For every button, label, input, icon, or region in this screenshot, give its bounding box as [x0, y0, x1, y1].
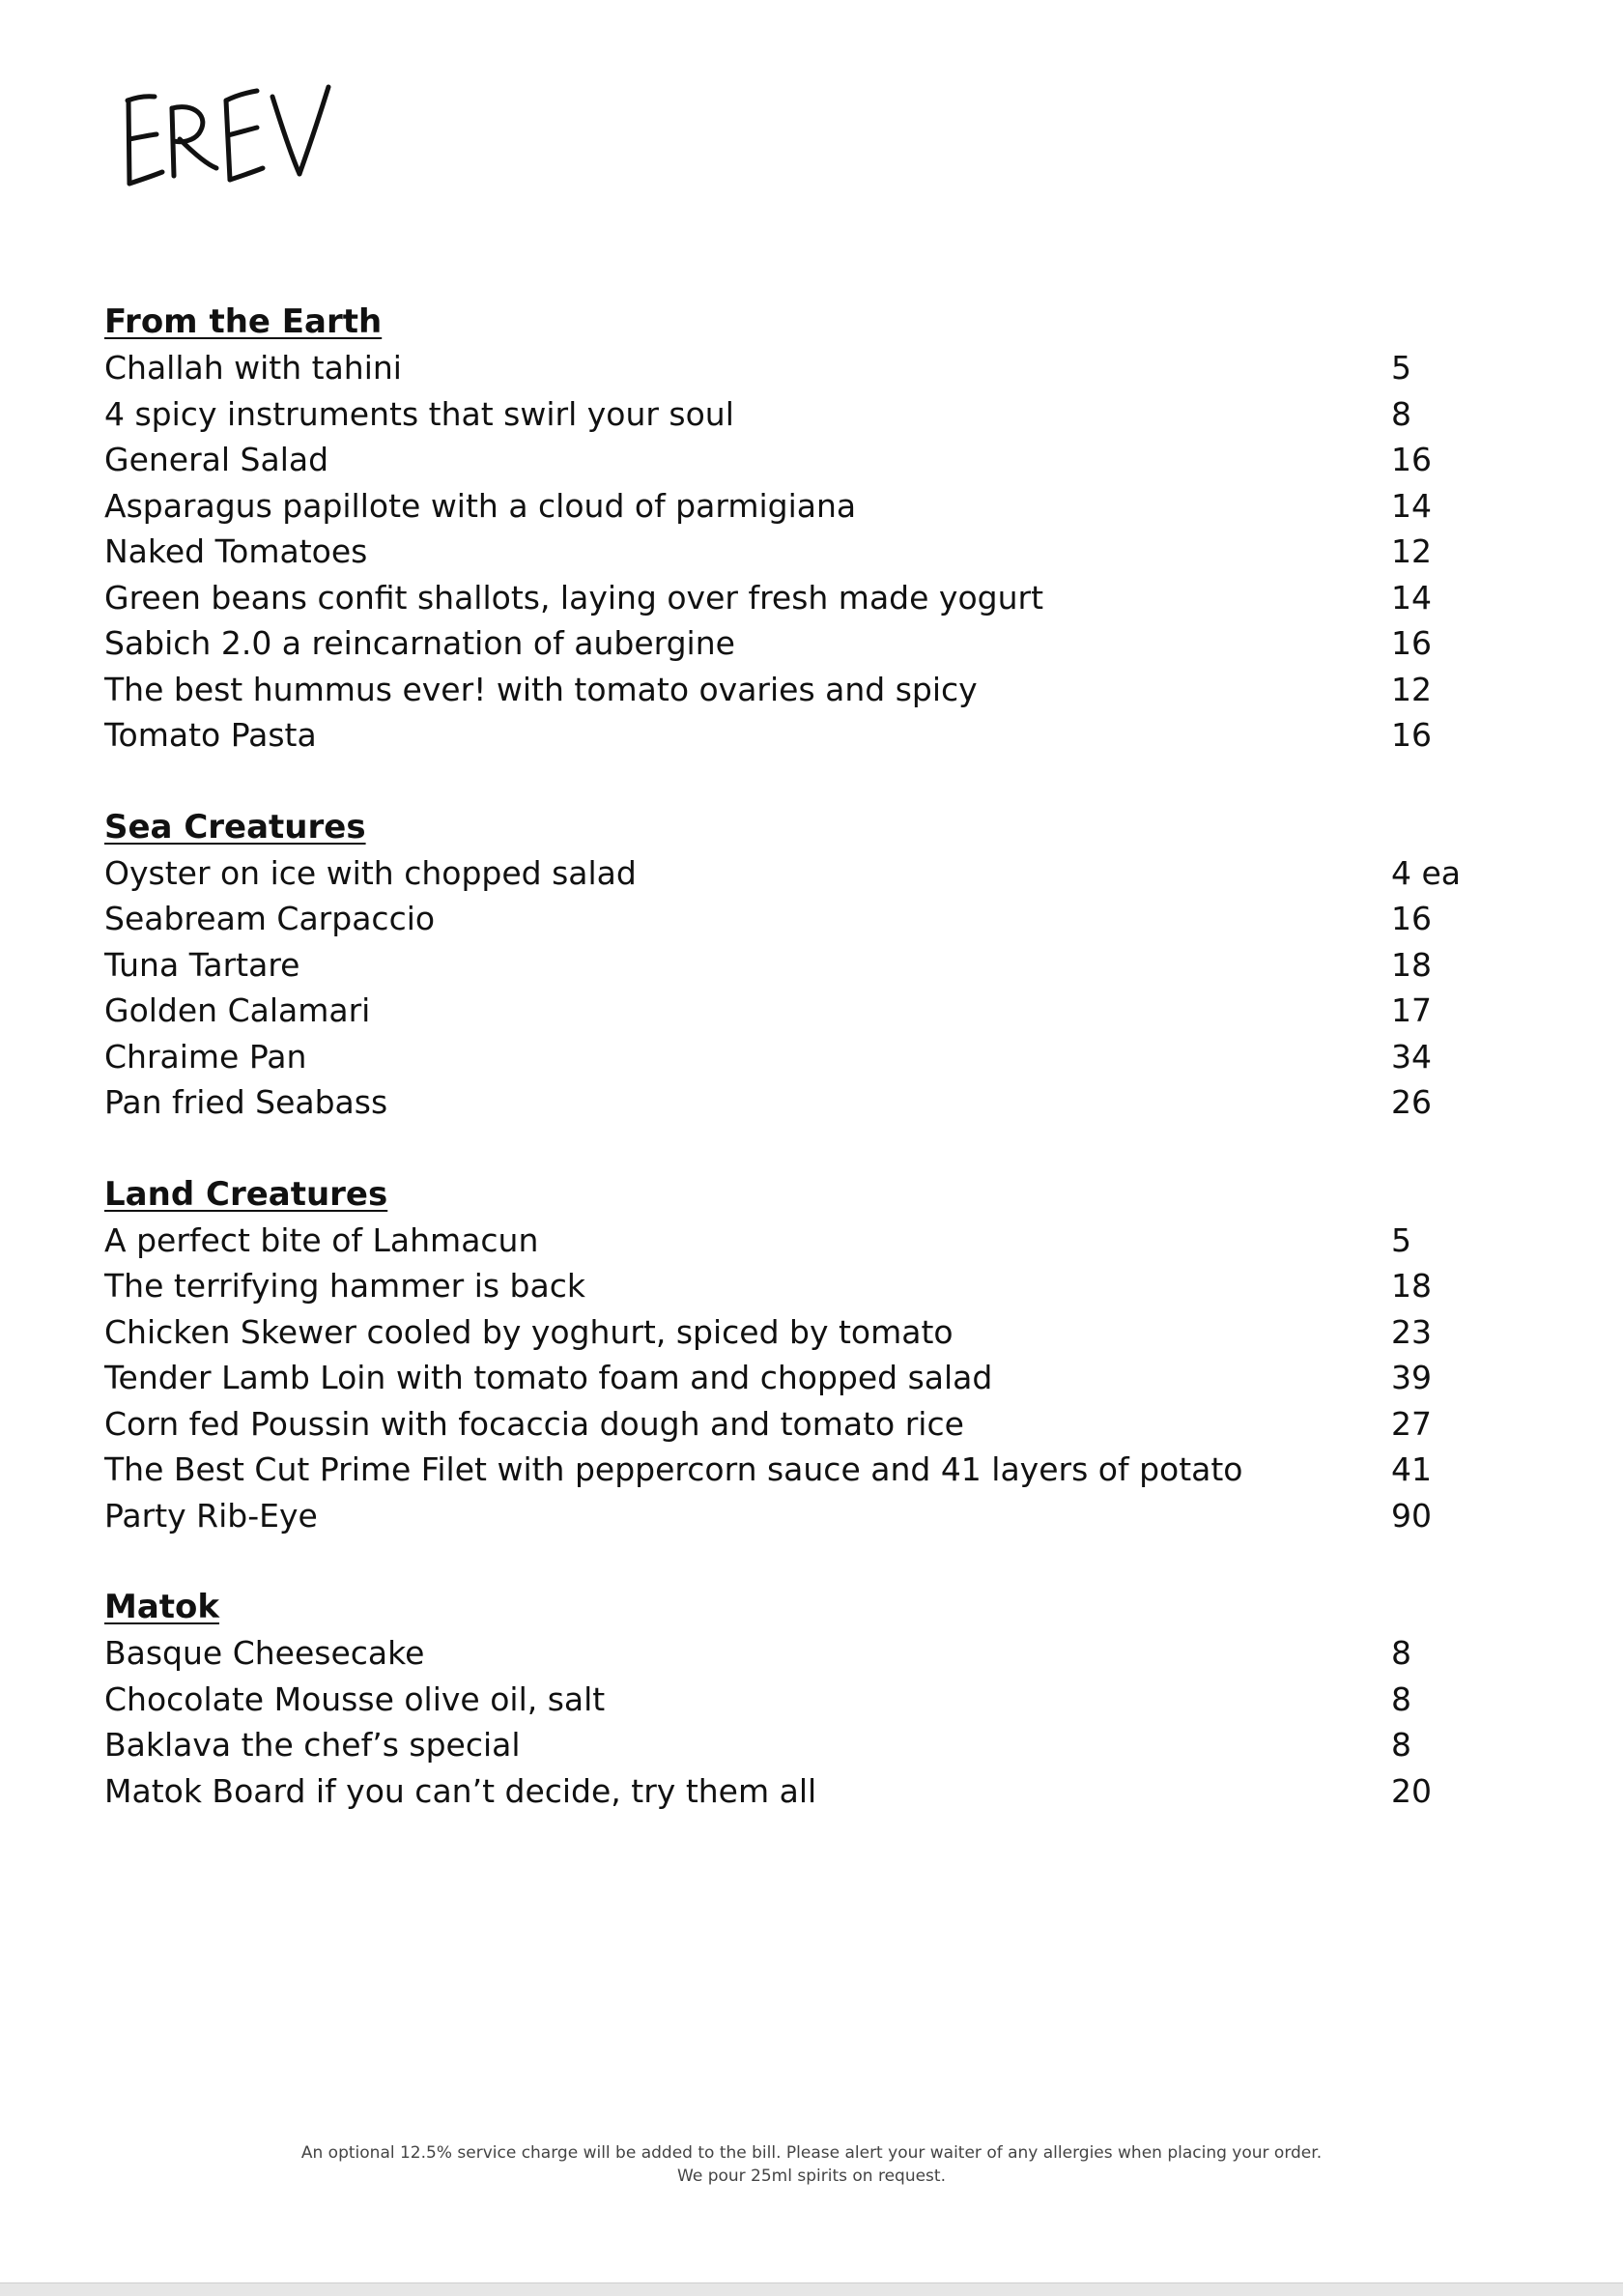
item-price: 18: [1391, 1267, 1432, 1305]
footer-notice: [0, 2141, 1623, 2188]
item-name: Sabich 2.0 a reincarnation of aubergine: [104, 624, 735, 662]
item-price: 5: [1391, 349, 1411, 387]
section-title: Matok: [104, 1588, 219, 1626]
item-price: 16: [1391, 624, 1432, 662]
menu-item: [104, 1401, 1495, 1448]
item-price: 14: [1391, 486, 1432, 525]
item-name: Chicken Skewer cooled by yoghurt, spiced by tomato: [104, 1312, 954, 1351]
menu-item: [104, 1677, 1495, 1723]
item-price: 14: [1391, 578, 1432, 617]
item-name: Green beans confit shallots, laying over fresh made yogurt: [104, 578, 1044, 617]
item-name: Golden Calamari: [104, 991, 371, 1029]
item-price: 8: [1391, 1726, 1411, 1764]
section-title: Land Creatures: [104, 1174, 388, 1214]
item-price: 41: [1391, 1450, 1432, 1488]
section-land-creatures: [104, 1172, 1495, 1539]
item-name: 4 spicy instruments that swirl your soul: [104, 394, 734, 433]
menu-item: [104, 437, 1495, 483]
item-price: 16: [1391, 716, 1432, 754]
item-name: Chraime Pan: [104, 1037, 307, 1076]
section-title: Sea Creatures: [104, 807, 366, 847]
item-name: Corn fed Poussin with focaccia dough and tomato rice: [104, 1404, 964, 1443]
menu-item: [104, 1263, 1495, 1309]
menu-item: [104, 988, 1495, 1034]
item-name: The best hummus ever! with tomato ovaries and spicy: [104, 670, 978, 708]
menu-item: [104, 1722, 1495, 1768]
menu-item: [104, 391, 1495, 438]
item-name: The terrifying hammer is back: [104, 1267, 585, 1305]
item-price: 39: [1391, 1359, 1432, 1396]
item-price: 8: [1391, 1679, 1411, 1718]
menu-item: [104, 1630, 1495, 1677]
item-price: 17: [1391, 991, 1432, 1029]
spirits-note: We pour 25ml spirits on request.: [677, 2167, 946, 2186]
item-name: Seabream Carpaccio: [104, 900, 436, 937]
menu-item: [104, 1493, 1495, 1539]
item-price: 16: [1391, 441, 1432, 478]
menu-item: [104, 1309, 1495, 1356]
item-name: Basque Cheesecake: [104, 1634, 425, 1672]
menu-content: [104, 300, 1495, 1860]
page-bottom-edge: [0, 2282, 1623, 2296]
item-price: 4 ea: [1391, 853, 1462, 892]
menu-item: [104, 1447, 1495, 1493]
menu-item: [104, 575, 1495, 621]
item-name: Tomato Pasta: [104, 716, 317, 754]
item-price: 5: [1391, 1220, 1411, 1259]
item-name: General Salad: [104, 441, 329, 478]
item-price: 20: [1391, 1771, 1432, 1810]
item-price: 90: [1391, 1496, 1432, 1535]
menu-item: [104, 1079, 1495, 1126]
item-name: Asparagus papillote with a cloud of parmigiana: [104, 486, 857, 525]
item-name: Tender Lamb Loin with tomato foam and chopped salad: [104, 1359, 993, 1396]
item-name: A perfect bite of Lahmacun: [104, 1220, 539, 1259]
item-name: Party Rib-Eye: [104, 1496, 318, 1535]
service-charge-note: An optional 12.5% service charge will be added to the bill. Please alert your waiter of any allergies when placing your order.: [300, 2143, 1323, 2163]
item-name: The Best Cut Prime Filet with peppercorn sauce and 41 layers of potato: [104, 1450, 1243, 1488]
menu-item: [104, 1768, 1495, 1815]
item-name: Pan fried Seabass: [104, 1083, 388, 1121]
item-price: 16: [1391, 900, 1432, 937]
item-price: 34: [1391, 1037, 1432, 1076]
item-price: 26: [1391, 1083, 1432, 1121]
item-price: 23: [1391, 1312, 1432, 1351]
menu-item: [104, 345, 1495, 391]
menu-item: [104, 712, 1495, 759]
menu-item: [104, 1355, 1495, 1401]
menu-item: [104, 620, 1495, 667]
menu-item: [104, 850, 1495, 897]
section-from-the-earth: [104, 300, 1495, 759]
menu-item: [104, 1034, 1495, 1080]
menu-item: [104, 667, 1495, 713]
item-name: Challah with tahini: [104, 349, 402, 387]
menu-item: [104, 1218, 1495, 1264]
section-sea-creatures: [104, 805, 1495, 1126]
item-name: Matok Board if you can’t decide, try them all: [104, 1771, 817, 1810]
menu-item: [104, 483, 1495, 530]
item-price: 12: [1391, 670, 1432, 708]
menu-item: [104, 896, 1495, 942]
item-price: 8: [1391, 394, 1411, 433]
item-price: 27: [1391, 1404, 1432, 1443]
item-name: Baklava the chef’s special: [104, 1726, 521, 1764]
item-price: 8: [1391, 1634, 1411, 1672]
item-name: Naked Tomatoes: [104, 532, 368, 570]
item-name: Chocolate Mousse olive oil, salt: [104, 1679, 606, 1718]
section-matok: [104, 1585, 1495, 1814]
item-price: 12: [1391, 532, 1432, 570]
menu-item: [104, 529, 1495, 575]
erev-wordmark-logo: [116, 79, 357, 195]
section-title: From the Earth: [104, 302, 383, 341]
item-name: Tuna Tartare: [104, 945, 300, 984]
menu-item: [104, 942, 1495, 989]
item-price: 18: [1391, 945, 1432, 984]
item-name: Oyster on ice with chopped salad: [104, 853, 637, 892]
